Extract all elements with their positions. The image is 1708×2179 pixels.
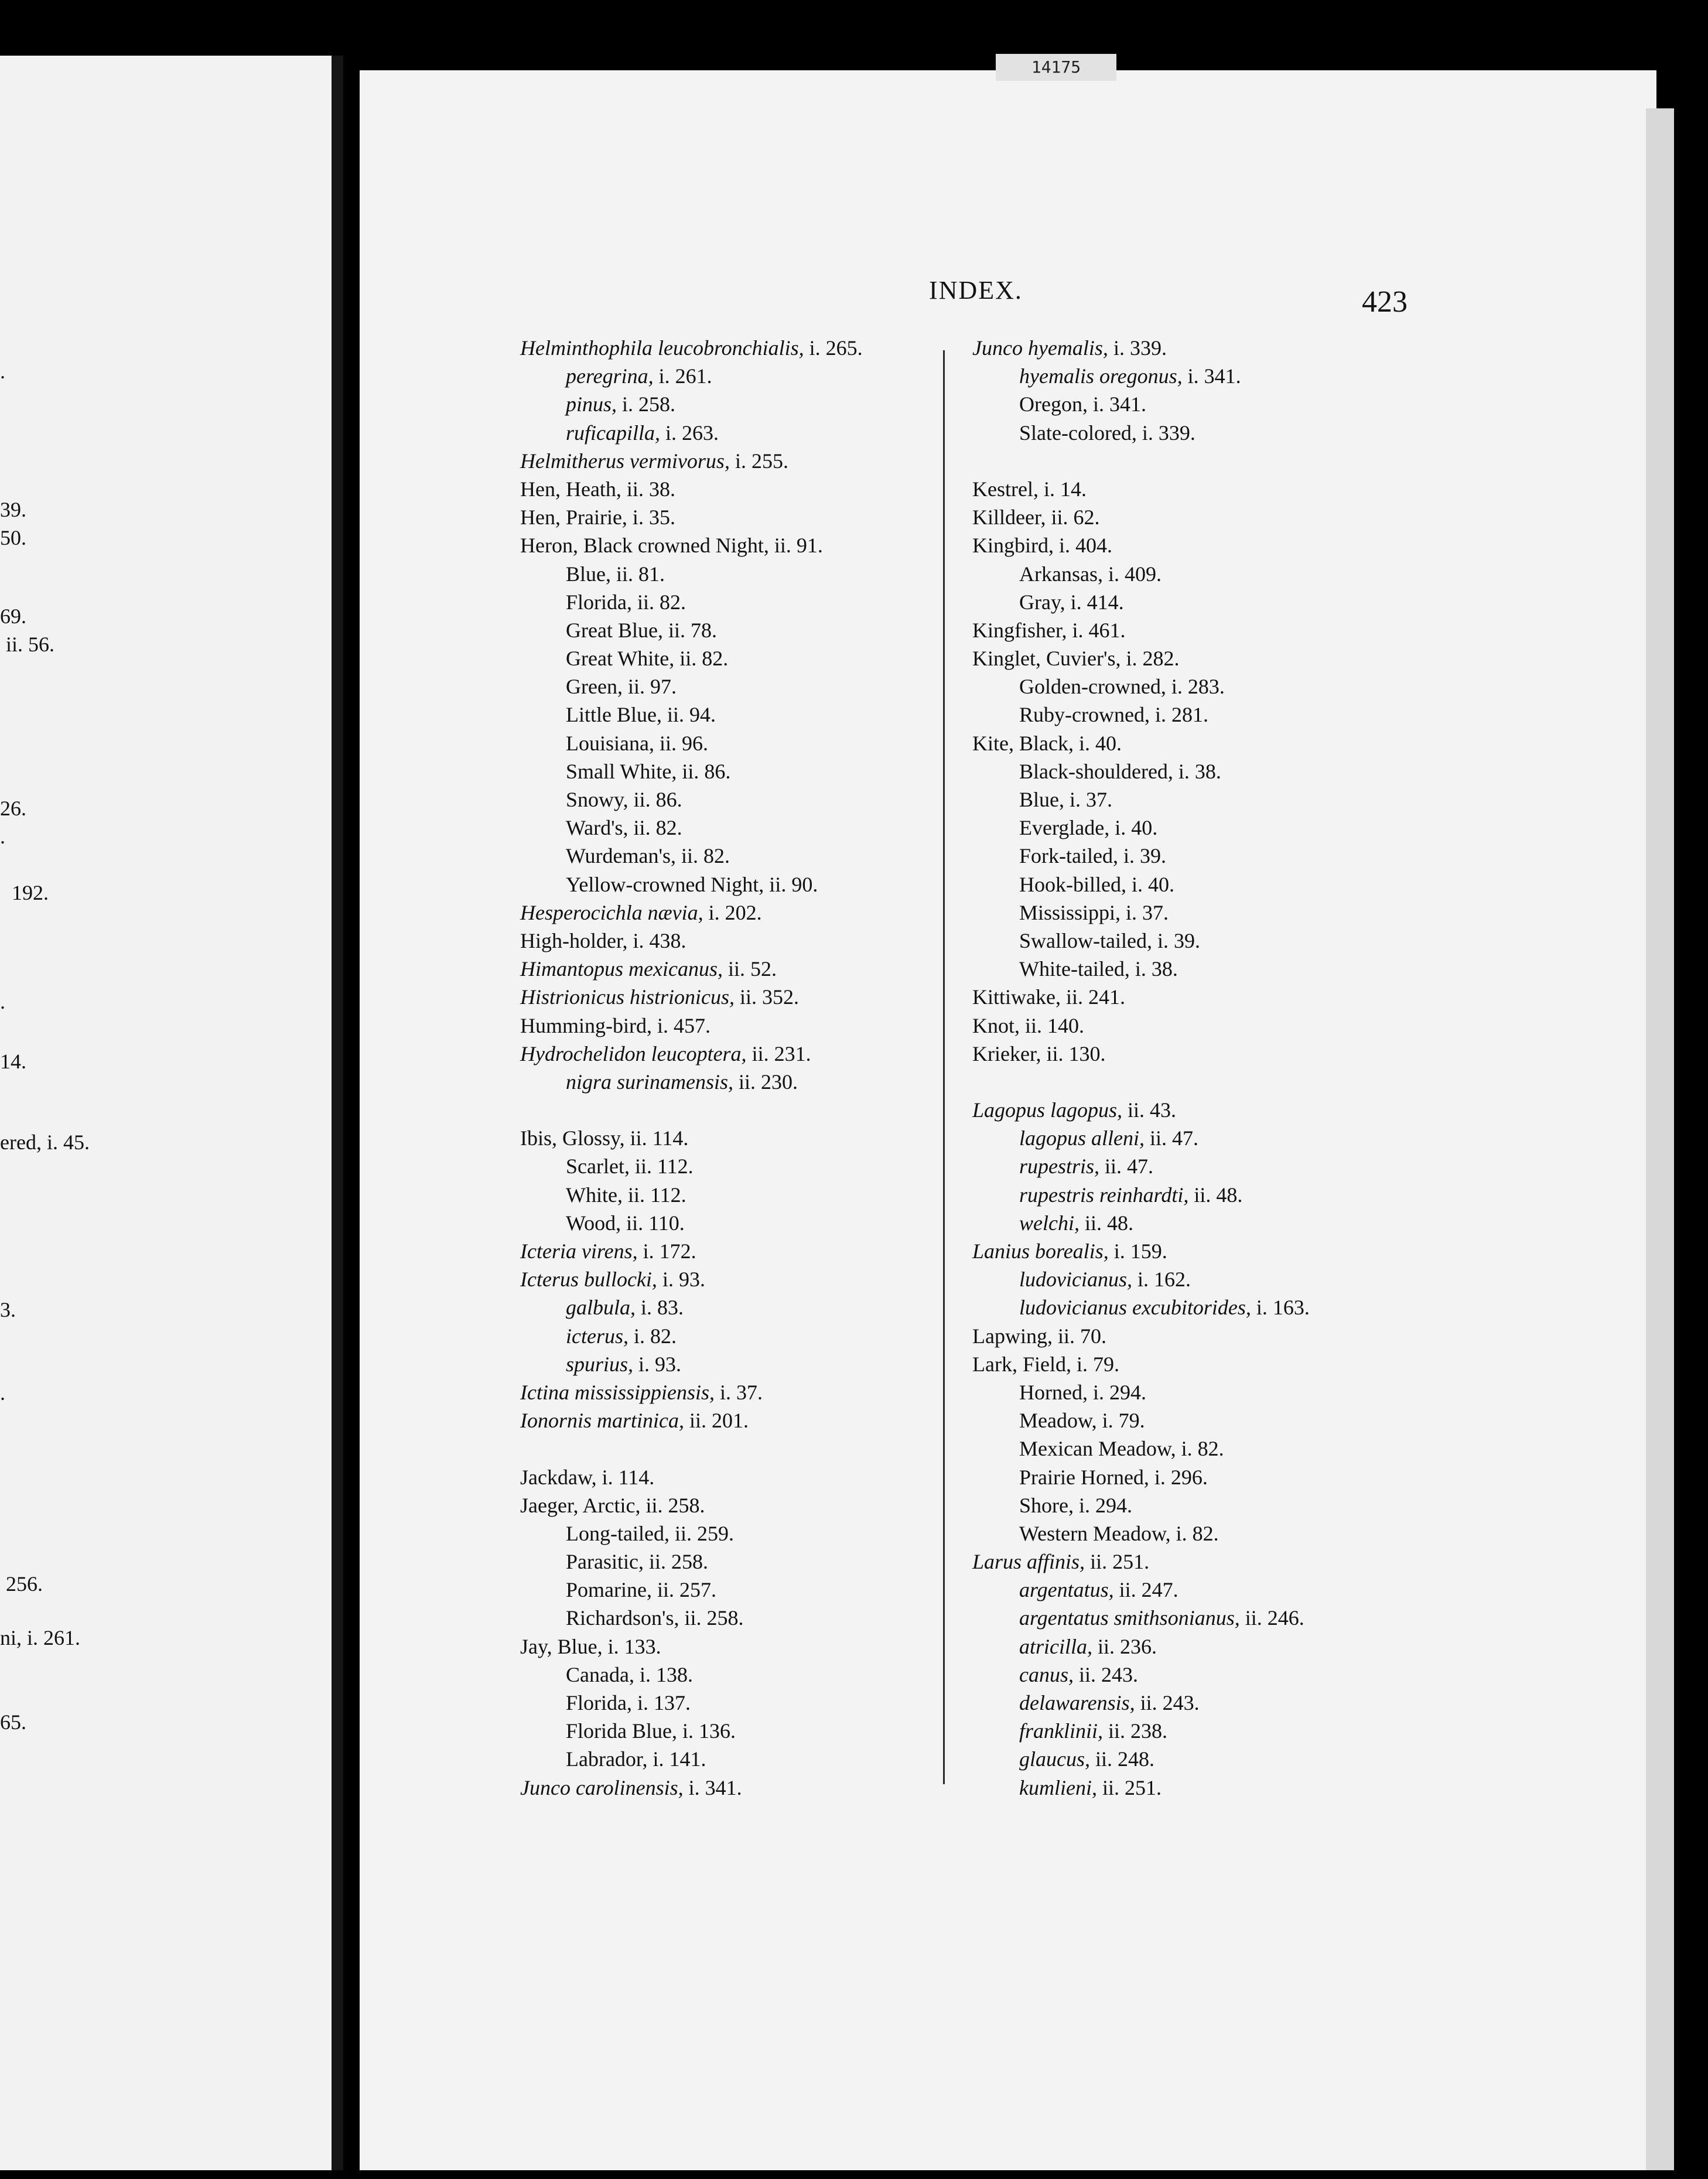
- index-entry: [972, 1209, 1394, 1237]
- index-term-text: Everglade, i. 40.: [1019, 816, 1158, 840]
- index-entry: [972, 1576, 1394, 1604]
- index-term-text: Killdeer, ii. 62.: [972, 506, 1100, 530]
- index-term-text: i. 163.: [1251, 1296, 1310, 1320]
- index-term-text: Knot, ii. 140.: [972, 1013, 1085, 1037]
- index-entry: [972, 475, 1394, 503]
- index-entry: [972, 1548, 1394, 1576]
- index-term-text: Yellow-crowned Night, ii. 90.: [566, 872, 818, 896]
- index-term-italic: lagopus alleni,: [1019, 1126, 1145, 1150]
- index-term-text: Mississippi, i. 37.: [1019, 900, 1169, 924]
- index-term-text: Gray, i. 414.: [1019, 590, 1124, 614]
- book-gutter: [332, 56, 343, 2170]
- index-entry: [972, 701, 1394, 729]
- index-entry: [520, 1293, 965, 1321]
- index-term-text: i. 172.: [637, 1239, 696, 1263]
- index-term-italic: Junco carolinensis,: [520, 1775, 684, 1799]
- index-term-text: Ward's, ii. 82.: [566, 816, 682, 840]
- index-term-text: ii. 247.: [1113, 1578, 1178, 1602]
- index-gap: [520, 1096, 965, 1124]
- index-entry: [972, 899, 1394, 927]
- index-entry: [520, 899, 965, 927]
- index-term-italic: Hydrochelidon leucoptera,: [520, 1041, 747, 1065]
- index-term-text: ii. 231.: [746, 1041, 811, 1065]
- index-term-text: ii. 201.: [684, 1409, 749, 1433]
- index-entry: [520, 785, 965, 814]
- index-term-text: Scarlet, ii. 112.: [566, 1155, 694, 1179]
- left-page-fragment: .: [0, 1381, 5, 1405]
- left-page-fragment: 14.: [0, 1050, 26, 1073]
- index-term-italic: Lanius borealis,: [972, 1239, 1109, 1263]
- index-entry: [520, 1237, 965, 1265]
- index-entry: [972, 983, 1394, 1011]
- index-term-italic: Hesperocichla nævia,: [520, 900, 703, 924]
- index-term-italic: Icterus bullocki,: [520, 1268, 657, 1292]
- index-term-text: ii. 246.: [1239, 1606, 1304, 1630]
- index-term-text: Lapwing, ii. 70.: [972, 1324, 1106, 1348]
- index-term-text: ii. 48.: [1079, 1211, 1133, 1235]
- index-term-italic: welchi,: [1019, 1211, 1080, 1235]
- index-entry: [520, 955, 965, 983]
- index-entry: [972, 870, 1394, 899]
- index-entry: [972, 814, 1394, 842]
- index-term-text: ii. 251.: [1085, 1550, 1150, 1574]
- index-term-text: White, ii. 112.: [566, 1183, 686, 1207]
- left-page-fragment: 26.: [0, 797, 26, 820]
- index-term-italic: Ictina mississippiensis,: [520, 1380, 715, 1404]
- index-entry: [972, 672, 1394, 701]
- index-term-text: Jaeger, Arctic, ii. 258.: [520, 1493, 705, 1517]
- index-entry: [520, 672, 965, 701]
- index-term-text: i. 341.: [683, 1775, 742, 1799]
- page-title: INDEX.: [929, 276, 1023, 305]
- index-term-italic: Junco hyemalis,: [972, 336, 1108, 360]
- index-entry: [972, 503, 1394, 531]
- index-term-text: Pomarine, ii. 257.: [566, 1578, 716, 1602]
- index-gap: [972, 1068, 1394, 1096]
- index-term-text: i. 265.: [804, 336, 863, 360]
- index-term-text: Richardson's, ii. 258.: [566, 1606, 744, 1630]
- index-term-italic: Histrionicus histrionicus,: [520, 985, 735, 1009]
- index-entry: [972, 588, 1394, 616]
- index-entry: [520, 560, 965, 588]
- left-page-fragment: ii. 56.: [6, 633, 55, 656]
- index-entry: [972, 616, 1394, 644]
- index-entry: [520, 1491, 965, 1519]
- index-term-text: Kestrel, i. 14.: [972, 477, 1087, 501]
- index-term-text: i. 258.: [617, 392, 676, 416]
- index-entry: [520, 1463, 965, 1491]
- index-term-text: ii. 43.: [1122, 1098, 1177, 1122]
- index-term-text: i. 255.: [729, 449, 788, 473]
- index-term-italic: Himantopus mexicanus,: [520, 957, 723, 981]
- index-term-text: Oregon, i. 341.: [1019, 392, 1146, 416]
- index-term-text: i. 339.: [1108, 336, 1167, 360]
- index-term-italic: argentatus,: [1019, 1578, 1114, 1602]
- index-term-italic: atricilla,: [1019, 1634, 1092, 1658]
- index-term-text: Wood, ii. 110.: [566, 1211, 685, 1235]
- index-entry: [972, 1491, 1394, 1519]
- index-term-text: ii. 236.: [1092, 1634, 1157, 1658]
- index-term-text: Blue, i. 37.: [1019, 788, 1112, 811]
- index-term-text: Louisiana, ii. 96.: [566, 731, 708, 755]
- index-entry: [972, 1181, 1394, 1209]
- index-term-text: i. 341.: [1182, 364, 1241, 388]
- index-entry: [520, 1661, 965, 1689]
- index-term-text: i. 37.: [715, 1380, 763, 1404]
- index-term-text: Kinglet, Cuvier's, i. 282.: [972, 647, 1180, 671]
- index-term-text: Great White, ii. 82.: [566, 647, 729, 671]
- index-term-text: Canada, i. 138.: [566, 1662, 693, 1686]
- index-entry: [520, 1774, 965, 1802]
- index-term-text: White-tailed, i. 38.: [1019, 957, 1178, 981]
- index-entry: [520, 983, 965, 1011]
- index-term-text: i. 93.: [657, 1268, 705, 1292]
- index-column-right: [972, 334, 1394, 1802]
- index-term-italic: spurius,: [566, 1352, 634, 1376]
- index-term-italic: Ionornis martinica,: [520, 1409, 685, 1433]
- index-term-text: Slate-colored, i. 339.: [1019, 421, 1195, 445]
- index-term-italic: rupestris,: [1019, 1155, 1100, 1179]
- index-term-text: i. 83.: [636, 1296, 684, 1320]
- index-entry: [972, 1435, 1394, 1463]
- index-entry: [520, 1209, 965, 1237]
- left-page-fragment: 192.: [12, 881, 49, 904]
- page-number: 423: [1362, 285, 1408, 319]
- index-term-text: Golden-crowned, i. 283.: [1019, 675, 1225, 699]
- index-entry: [520, 362, 965, 390]
- left-page-fragment: .: [0, 360, 5, 383]
- index-entry: [972, 955, 1394, 983]
- index-entry: [972, 1378, 1394, 1406]
- index-entry: [972, 757, 1394, 785]
- index-term-italic: canus,: [1019, 1662, 1074, 1686]
- index-entry: [520, 729, 965, 757]
- page-edge: [1646, 108, 1674, 2170]
- index-entry: [520, 475, 965, 503]
- index-term-text: Florida, ii. 82.: [566, 590, 686, 614]
- index-term-text: Kingbird, i. 404.: [972, 534, 1112, 558]
- index-term-text: Prairie Horned, i. 296.: [1019, 1465, 1208, 1489]
- index-term-text: i. 202.: [703, 900, 762, 924]
- index-term-italic: argentatus smithsonianus,: [1019, 1606, 1240, 1630]
- index-term-text: Meadow, i. 79.: [1019, 1409, 1145, 1433]
- index-term-text: Long-tailed, ii. 259.: [566, 1521, 734, 1545]
- index-term-text: Green, ii. 97.: [566, 675, 677, 699]
- index-entry: [972, 842, 1394, 870]
- index-term-italic: Larus affinis,: [972, 1550, 1085, 1574]
- index-entry: [520, 1152, 965, 1180]
- index-term-text: ii. 47.: [1145, 1126, 1199, 1150]
- index-entry: [972, 1406, 1394, 1435]
- index-entry: [520, 757, 965, 785]
- index-entry: [972, 1152, 1394, 1180]
- index-entry: [520, 1378, 965, 1406]
- left-page-fragment: 65.: [0, 1710, 26, 1734]
- left-page: [0, 56, 332, 2170]
- index-entry: [972, 419, 1394, 447]
- index-term-text: ii. 248.: [1090, 1747, 1155, 1771]
- index-entry: [972, 1519, 1394, 1548]
- index-entry: [520, 870, 965, 899]
- left-page-fragment: 50.: [0, 526, 26, 549]
- index-term-italic: ludovicianus excubitorides,: [1019, 1296, 1251, 1320]
- index-entry: [520, 701, 965, 729]
- index-entry: [520, 644, 965, 672]
- index-entry: [972, 785, 1394, 814]
- index-gap: [520, 1435, 965, 1463]
- index-term-text: Labrador, i. 141.: [566, 1747, 706, 1771]
- left-page-fragment: ered, i. 45.: [0, 1131, 90, 1154]
- index-entry: [972, 1040, 1394, 1068]
- index-term-text: Heron, Black crowned Night, ii. 91.: [520, 534, 823, 558]
- index-term-text: Lark, Field, i. 79.: [972, 1352, 1119, 1376]
- index-entry: [972, 1096, 1394, 1124]
- index-entry: [520, 419, 965, 447]
- left-page-fragment: 69.: [0, 604, 26, 628]
- index-entry: [972, 1774, 1394, 1802]
- left-page-fragment: ni, i. 261.: [0, 1626, 81, 1649]
- index-entry: [972, 1350, 1394, 1378]
- index-term-text: ii. 52.: [722, 957, 777, 981]
- index-entry: [520, 1604, 965, 1632]
- index-entry: [520, 1322, 965, 1350]
- index-entry: [972, 362, 1394, 390]
- index-entry: [972, 1463, 1394, 1491]
- index-term-text: Mexican Meadow, i. 82.: [1019, 1437, 1224, 1461]
- index-entry: [520, 588, 965, 616]
- index-term-text: i. 159.: [1108, 1239, 1167, 1263]
- index-entry: [520, 1350, 965, 1378]
- index-entry: [520, 1745, 965, 1773]
- index-term-italic: peregrina,: [566, 364, 654, 388]
- index-entry: [972, 1293, 1394, 1321]
- index-term-italic: pinus,: [566, 392, 617, 416]
- index-term-italic: rupestris reinhardti,: [1019, 1183, 1189, 1207]
- index-gap: [972, 447, 1394, 475]
- index-entry: [972, 1604, 1394, 1632]
- index-entry: [520, 842, 965, 870]
- index-entry: [520, 1548, 965, 1576]
- index-entry: [520, 1124, 965, 1152]
- index-entry: [520, 927, 965, 955]
- index-entry: [972, 1745, 1394, 1773]
- index-entry: [520, 531, 965, 559]
- index-entry: [520, 503, 965, 531]
- index-term-text: Blue, ii. 81.: [566, 562, 665, 586]
- index-entry: [972, 1689, 1394, 1717]
- index-term-italic: kumlieni,: [1019, 1775, 1097, 1799]
- index-entry: [972, 1717, 1394, 1745]
- index-entry: [520, 1181, 965, 1209]
- index-entry: [972, 531, 1394, 559]
- index-entry: [520, 1717, 965, 1745]
- index-term-text: Kite, Black, i. 40.: [972, 731, 1122, 755]
- left-page-fragment: 3.: [0, 1298, 16, 1321]
- index-term-italic: Icteria virens,: [520, 1239, 638, 1263]
- index-term-text: Kittiwake, ii. 241.: [972, 985, 1125, 1009]
- index-entry: [520, 1632, 965, 1661]
- index-term-text: Florida, i. 137.: [566, 1691, 691, 1714]
- index-term-text: Hen, Prairie, i. 35.: [520, 506, 675, 530]
- index-term-text: i. 93.: [633, 1352, 682, 1376]
- index-entry: [972, 1632, 1394, 1661]
- index-entry: [520, 1576, 965, 1604]
- index-entry: [972, 927, 1394, 955]
- index-term-text: Little Blue, ii. 94.: [566, 703, 716, 727]
- index-entry: [972, 334, 1394, 362]
- index-entry: [972, 1012, 1394, 1040]
- index-term-text: Parasitic, ii. 258.: [566, 1550, 708, 1574]
- index-term-text: i. 162.: [1132, 1268, 1191, 1292]
- index-entry: [972, 729, 1394, 757]
- index-term-text: i. 261.: [653, 364, 712, 388]
- index-entry: [972, 1661, 1394, 1689]
- index-term-text: Great Blue, ii. 78.: [566, 618, 717, 642]
- index-term-italic: ruficapilla,: [566, 421, 660, 445]
- index-term-italic: delawarensis,: [1019, 1691, 1135, 1714]
- index-term-text: Humming-bird, i. 457.: [520, 1013, 710, 1037]
- index-term-italic: franklinii,: [1019, 1719, 1103, 1743]
- index-entry: [520, 1689, 965, 1717]
- index-term-text: Krieker, ii. 130.: [972, 1041, 1106, 1065]
- index-term-text: Florida Blue, i. 136.: [566, 1719, 736, 1743]
- index-term-italic: nigra surinamensis,: [566, 1070, 734, 1094]
- index-term-text: ii. 47.: [1099, 1155, 1154, 1179]
- index-term-text: Jackdaw, i. 114.: [520, 1465, 655, 1489]
- index-entry: [520, 447, 965, 475]
- index-entry: [972, 1237, 1394, 1265]
- index-entry: [972, 390, 1394, 418]
- index-entry: [972, 1124, 1394, 1152]
- index-term-text: Ibis, Glossy, ii. 114.: [520, 1126, 689, 1150]
- index-term-italic: glaucus,: [1019, 1747, 1090, 1771]
- index-term-text: Arkansas, i. 409.: [1019, 562, 1162, 586]
- index-term-text: Snowy, ii. 86.: [566, 788, 682, 811]
- index-term-text: Ruby-crowned, i. 281.: [1019, 703, 1208, 727]
- index-term-text: Small White, ii. 86.: [566, 759, 731, 783]
- index-term-text: i. 82.: [628, 1324, 677, 1348]
- index-term-text: Wurdeman's, ii. 82.: [566, 844, 730, 868]
- index-entry: [972, 560, 1394, 588]
- index-term-text: Jay, Blue, i. 133.: [520, 1634, 661, 1658]
- index-term-text: Western Meadow, i. 82.: [1019, 1521, 1219, 1545]
- left-page-fragment: .: [0, 990, 5, 1013]
- index-entry: [520, 616, 965, 644]
- index-entry: [972, 1322, 1394, 1350]
- index-entry: [972, 644, 1394, 672]
- index-term-italic: Helmitherus vermivorus,: [520, 449, 730, 473]
- left-page-fragment: 39.: [0, 498, 26, 521]
- left-page-fragment: .: [0, 825, 5, 848]
- index-term-text: Swallow-tailed, i. 39.: [1019, 928, 1200, 952]
- index-term-text: Fork-tailed, i. 39.: [1019, 844, 1166, 868]
- index-term-italic: Lagopus lagopus,: [972, 1098, 1123, 1122]
- index-term-text: Black-shouldered, i. 38.: [1019, 759, 1221, 783]
- index-term-text: ii. 48.: [1188, 1183, 1243, 1207]
- left-page-fragment: 256.: [6, 1572, 43, 1596]
- index-term-text: ii. 243.: [1135, 1691, 1200, 1714]
- index-term-text: ii. 251.: [1096, 1775, 1162, 1799]
- index-term-text: ii. 243.: [1074, 1662, 1139, 1686]
- index-entry: [520, 1519, 965, 1548]
- index-entry: [520, 390, 965, 418]
- index-entry: [520, 1068, 965, 1096]
- index-term-text: i. 263.: [660, 421, 719, 445]
- index-term-italic: ludovicianus,: [1019, 1268, 1132, 1292]
- index-term-text: Hen, Heath, ii. 38.: [520, 477, 675, 501]
- index-entry: [520, 1012, 965, 1040]
- index-entry: [520, 1406, 965, 1435]
- index-term-text: Horned, i. 294.: [1019, 1380, 1146, 1404]
- index-entry: [520, 1040, 965, 1068]
- index-term-italic: galbula,: [566, 1296, 636, 1320]
- index-entry: [972, 1265, 1394, 1293]
- index-entry: [520, 334, 965, 362]
- column-divider: [943, 350, 945, 1784]
- index-term-text: Hook-billed, i. 40.: [1019, 872, 1174, 896]
- index-term-italic: hyemalis oregonus,: [1019, 364, 1183, 388]
- index-term-italic: Helminthophila leucobronchialis,: [520, 336, 804, 360]
- index-term-text: ii. 230.: [733, 1070, 798, 1094]
- index-entry: [520, 1265, 965, 1293]
- index-term-text: ii. 238.: [1103, 1719, 1168, 1743]
- index-term-text: ii. 352.: [735, 985, 800, 1009]
- index-term-text: Shore, i. 294.: [1019, 1493, 1132, 1517]
- index-term-text: Kingfisher, i. 461.: [972, 618, 1126, 642]
- index-entry: [520, 814, 965, 842]
- index-term-italic: icterus,: [566, 1324, 628, 1348]
- catalog-tag: 14175: [996, 54, 1116, 81]
- index-column-left: [520, 334, 965, 1802]
- index-term-text: High-holder, i. 438.: [520, 928, 686, 952]
